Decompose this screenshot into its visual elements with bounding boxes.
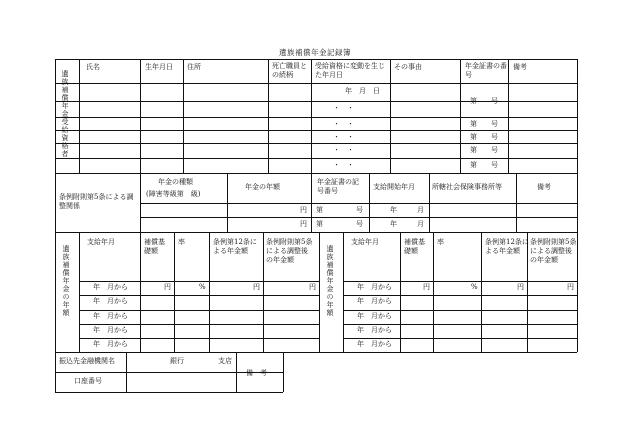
rule-line bbox=[140, 173, 141, 232]
header-art12-amount: 条例第12条による年金額 bbox=[213, 238, 257, 255]
date-dots: ・ ・ bbox=[333, 120, 354, 128]
rule-line bbox=[55, 101, 577, 102]
header-art12-amount: 条例第12条による年金額 bbox=[485, 238, 529, 255]
yen-mark: 円 bbox=[253, 283, 260, 291]
rule-line bbox=[400, 232, 401, 352]
from-month-mark: 年 月から bbox=[93, 283, 128, 291]
yen-mark: 円 bbox=[567, 283, 574, 291]
rule-line bbox=[55, 130, 577, 131]
rule-line bbox=[577, 59, 578, 173]
from-month-mark: 年 月から bbox=[93, 340, 128, 348]
rule-line bbox=[183, 59, 184, 173]
recipient-vertical-label: 遺族補償年金受給資格者 bbox=[61, 70, 69, 158]
rule-line bbox=[311, 173, 312, 232]
yen-mark: 円 bbox=[309, 283, 316, 291]
rule-line bbox=[390, 59, 391, 173]
rule-line bbox=[55, 232, 577, 233]
rule-line bbox=[55, 158, 577, 159]
rule-line bbox=[55, 59, 56, 173]
go-mark: 号 bbox=[356, 220, 363, 228]
rule-line bbox=[79, 59, 80, 173]
rule-line bbox=[55, 143, 577, 144]
rule-line bbox=[55, 117, 577, 118]
rule-line bbox=[55, 83, 577, 84]
rule-line bbox=[209, 232, 210, 352]
yen-mark: 円 bbox=[164, 283, 171, 291]
rule-line bbox=[343, 281, 577, 282]
rule-line bbox=[55, 352, 56, 392]
rule-line bbox=[508, 59, 509, 173]
date-dots: ・ ・ bbox=[333, 104, 354, 112]
header-base-amount: 補償基礎額 bbox=[404, 238, 425, 255]
header-payment-start: 支給年月 bbox=[351, 238, 379, 246]
rule-line bbox=[55, 59, 577, 60]
from-month-mark: 年 月から bbox=[93, 312, 128, 320]
annuity-vertical-label-left: 遺族補償年金の年額 bbox=[62, 245, 70, 317]
cert-number-mark: 第 号 bbox=[470, 133, 498, 141]
rule-line bbox=[79, 295, 319, 296]
dai-mark: 第 bbox=[316, 206, 323, 214]
month-mark: 月 bbox=[417, 206, 424, 214]
date-dots: ・ ・ bbox=[333, 133, 354, 141]
header-address: 住所 bbox=[187, 63, 201, 71]
from-month-mark: 年 月から bbox=[357, 312, 392, 320]
rule-line bbox=[343, 338, 577, 339]
yen-mark: 円 bbox=[300, 220, 307, 228]
rule-line bbox=[227, 173, 228, 232]
rule-line bbox=[79, 324, 319, 325]
rule-line bbox=[140, 203, 577, 204]
rule-line bbox=[433, 232, 434, 352]
cert-number-mark: 第 号 bbox=[470, 97, 498, 105]
dai-mark: 第 bbox=[316, 220, 323, 228]
rule-line bbox=[140, 217, 577, 218]
header-payment-start: 支給年月 bbox=[87, 238, 115, 246]
cert-number-mark: 第 号 bbox=[470, 161, 498, 169]
page-title: 遺族補償年金記録簿 bbox=[279, 48, 351, 57]
rule-line bbox=[55, 232, 56, 352]
cert-number-mark: 第 号 bbox=[470, 146, 498, 154]
header-art5-amount: 条例附則第5条による調整後の年金額 bbox=[266, 238, 313, 264]
go-mark: 号 bbox=[356, 206, 363, 214]
bank-suffix: 銀行 bbox=[170, 357, 184, 365]
yen-mark: 円 bbox=[300, 206, 307, 214]
from-month-mark: 年 月から bbox=[357, 326, 392, 334]
rule-line bbox=[79, 338, 319, 339]
header-relation: 死亡職員との続柄 bbox=[272, 62, 307, 79]
header-rate: 率 bbox=[437, 238, 444, 246]
header-rate: 率 bbox=[178, 238, 185, 246]
yen-mark: 円 bbox=[517, 283, 524, 291]
date-mark: 年 月 日 bbox=[345, 87, 380, 95]
adjustment-label: 条例附則第5条による調整関係 bbox=[59, 193, 134, 210]
account-number-label: 口座番号 bbox=[74, 377, 102, 385]
header-start-month: 支給開始年月 bbox=[373, 183, 415, 191]
rule-line bbox=[343, 310, 577, 311]
from-month-mark: 年 月から bbox=[357, 297, 392, 305]
rule-line bbox=[79, 310, 319, 311]
rule-line bbox=[369, 173, 370, 232]
month-mark: 月 bbox=[417, 220, 424, 228]
header-office: 所轄社会保険事務所等 bbox=[432, 183, 502, 191]
rule-line bbox=[268, 59, 269, 173]
rule-line bbox=[343, 295, 577, 296]
yen-mark: 円 bbox=[423, 283, 430, 291]
header-remarks-2: 備考 bbox=[537, 183, 551, 191]
rule-line bbox=[577, 173, 578, 232]
header-base-amount: 補償基礎額 bbox=[144, 238, 165, 255]
rule-line bbox=[140, 232, 141, 352]
from-month-mark: 年 月から bbox=[93, 297, 128, 305]
from-month-mark: 年 月から bbox=[357, 283, 392, 291]
header-cert-no: 年金証書の番号 bbox=[465, 62, 507, 79]
year-mark: 年 bbox=[390, 220, 397, 228]
rule-line bbox=[319, 232, 320, 352]
rule-line bbox=[343, 324, 577, 325]
rule-line bbox=[311, 59, 312, 173]
cert-number-mark: 第 号 bbox=[470, 120, 498, 128]
branch-suffix: 支店 bbox=[218, 357, 232, 365]
rule-line bbox=[55, 173, 577, 174]
header-disability-grade: (障害等級第 級) bbox=[146, 190, 201, 198]
header-pension-kind: 年金の種類 bbox=[158, 178, 193, 186]
rule-line bbox=[283, 352, 284, 392]
header-pension-amount: 年金の年額 bbox=[245, 183, 280, 191]
rule-line bbox=[343, 232, 344, 352]
bank-name-label: 振込先金融機関名 bbox=[59, 357, 115, 365]
rule-line bbox=[481, 232, 482, 352]
rule-line bbox=[516, 173, 517, 232]
year-mark: 年 bbox=[390, 206, 397, 214]
rule-line bbox=[55, 392, 283, 393]
rule-line bbox=[460, 59, 461, 173]
annuity-vertical-label-right: 遺族補償年金の年額 bbox=[326, 245, 334, 317]
header-art5-amount: 条例附則第5条による調整後の年金額 bbox=[530, 238, 577, 264]
rule-line bbox=[79, 232, 80, 352]
date-dots: ・ ・ bbox=[333, 161, 354, 169]
from-month-mark: 年 月から bbox=[93, 326, 128, 334]
header-reason: その事由 bbox=[394, 63, 422, 71]
remarks-label-bottom: 備 考 bbox=[246, 369, 267, 377]
from-month-mark: 年 月から bbox=[357, 340, 392, 348]
header-change-date: 受給資格に変動を生じた年月日 bbox=[315, 62, 385, 79]
percent-mark: % bbox=[199, 283, 206, 291]
header-cert-symbol: 年金証書の記号番号 bbox=[317, 178, 359, 195]
rule-line bbox=[429, 173, 430, 232]
rule-line bbox=[55, 352, 577, 353]
percent-mark: % bbox=[471, 283, 478, 291]
rule-line bbox=[79, 281, 319, 282]
rule-line bbox=[236, 352, 237, 392]
header-name: 氏名 bbox=[86, 63, 100, 71]
rule-line bbox=[126, 352, 127, 392]
rule-line bbox=[55, 173, 56, 232]
header-dob: 生年月日 bbox=[145, 63, 173, 71]
rule-line bbox=[263, 232, 264, 352]
rule-line bbox=[140, 59, 141, 173]
date-dots: ・ ・ bbox=[333, 146, 354, 154]
header-remarks: 備考 bbox=[513, 63, 527, 71]
rule-line bbox=[174, 232, 175, 352]
